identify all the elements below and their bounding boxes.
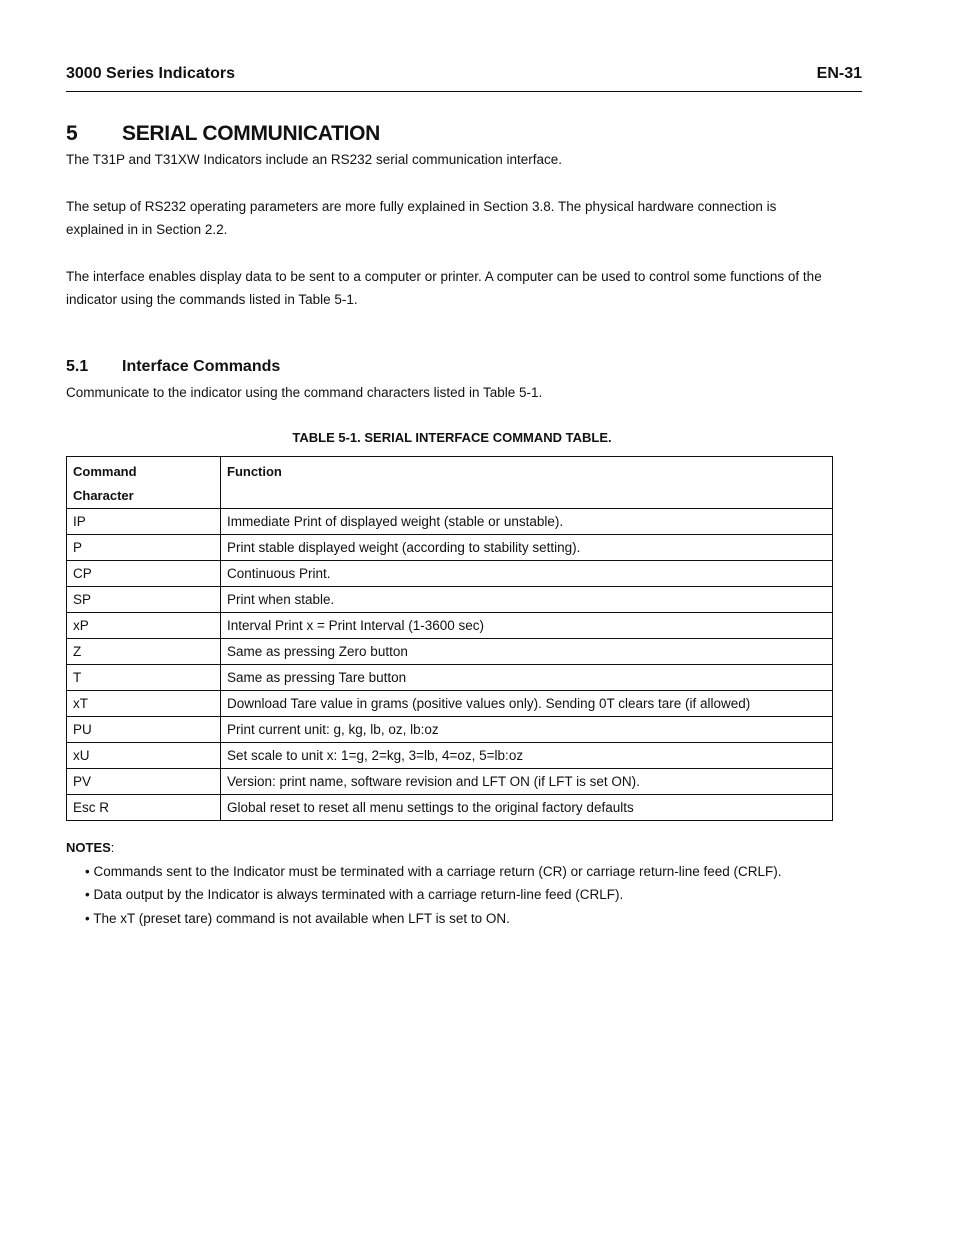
section-number: 5 — [66, 122, 78, 145]
section-paragraph-1: The T31P and T31XW Indicators include an RS232 serial communication interface. — [66, 152, 563, 167]
function-cell: Print current unit: g, kg, lb, oz, lb:oz — [221, 717, 833, 743]
function-cell: Interval Print x = Print Interval (1-3600 sec) — [221, 613, 833, 639]
column-header-command-label: Command Character — [73, 464, 137, 503]
table-row — [67, 665, 833, 691]
function-cell: Same as pressing Zero button — [221, 639, 833, 665]
function-cell: Continuous Print. — [221, 561, 833, 587]
function-cell: Set scale to unit x: 1=g, 2=kg, 3=lb, 4=oz, 5=lb:oz — [221, 743, 833, 769]
command-cell: xU — [67, 743, 221, 769]
function-cell: Print when stable. — [221, 587, 833, 613]
function-cell: Global reset to reset all menu settings to the original factory defaults — [221, 795, 833, 821]
table-row — [67, 613, 833, 639]
function-cell: Same as pressing Tare button — [221, 665, 833, 691]
command-cell: P — [67, 535, 221, 561]
table-row — [67, 795, 833, 821]
section-paragraph-3: The interface enables display data to be sent to a computer or printer. A computer can be used to control some functions of the indicator using the commands listed in Table 5-1. — [66, 269, 822, 307]
table-row — [67, 691, 833, 717]
table-caption: TABLE 5-1. SERIAL INTERFACE COMMAND TABLE. — [292, 430, 612, 445]
table-row — [67, 769, 833, 795]
table-row — [67, 639, 833, 665]
command-cell: T — [67, 665, 221, 691]
function-cell: Immediate Print of displayed weight (stable or unstable). — [221, 509, 833, 535]
function-cell: Version: print name, software revision and LFT ON (if LFT is set ON). — [221, 769, 833, 795]
section-paragraph-2: The setup of RS232 operating parameters are more fully explained in Section 3.8. The physical hardware connection is explained in in Section 2.2. — [66, 199, 777, 237]
command-cell: Z — [67, 639, 221, 665]
notes-label: NOTES — [66, 840, 111, 855]
subsection-number: 5.1 — [66, 358, 89, 375]
table-row — [67, 561, 833, 587]
subsection-title: Interface Commands — [122, 358, 281, 375]
table-row — [67, 535, 833, 561]
table-row — [67, 743, 833, 769]
command-cell: IP — [67, 509, 221, 535]
table-header-row — [67, 457, 833, 509]
command-cell: PV — [67, 769, 221, 795]
command-cell: Esc R — [67, 795, 221, 821]
command-cell: SP — [67, 587, 221, 613]
command-cell: xT — [67, 691, 221, 717]
column-header-command — [67, 457, 221, 509]
table-row — [67, 717, 833, 743]
function-cell: Download Tare value in grams (positive values only). Sending 0T clears tare (if allowed) — [221, 691, 833, 717]
function-cell: Print stable displayed weight (according to stability setting). — [221, 535, 833, 561]
notes-heading: NOTES: — [66, 840, 115, 855]
note-item: • Data output by the Indicator is always terminated with a carriage return-line feed (CRLF). — [85, 887, 624, 902]
section-title: SERIAL COMMUNICATION — [122, 122, 381, 145]
note-item: • The xT (preset tare) command is not available when LFT is set to ON. — [85, 911, 510, 926]
page-header-title: 3000 Series Indicators — [66, 65, 235, 82]
command-cell: PU — [67, 717, 221, 743]
page-number: EN-31 — [816, 65, 862, 82]
subsection-intro: Communicate to the indicator using the command characters listed in Table 5-1. — [66, 385, 543, 400]
header-rule — [66, 91, 862, 92]
table-row — [67, 509, 833, 535]
command-cell: xP — [67, 613, 221, 639]
command-table — [66, 456, 833, 821]
note-item: • Commands sent to the Indicator must be terminated with a carriage return (CR) or carriage return-line feed (CRLF). — [85, 864, 782, 879]
command-cell: CP — [67, 561, 221, 587]
column-header-function: Function — [221, 457, 833, 509]
table-row — [67, 587, 833, 613]
